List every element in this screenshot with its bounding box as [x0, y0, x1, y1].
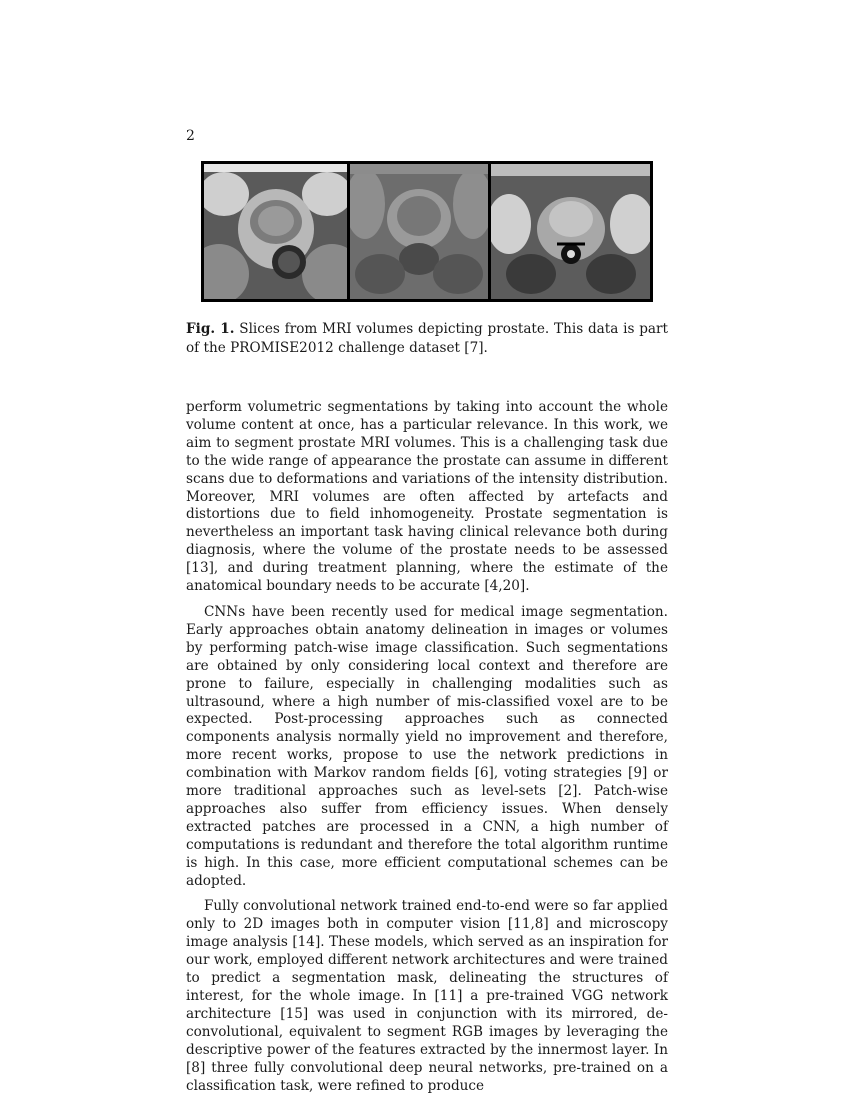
- figure-caption-text: Slices from MRI volumes depicting prostate. This data is part of the PROMISE2012 challenge dataset [7].: [186, 321, 668, 356]
- page-number: 2: [186, 128, 195, 144]
- mri-figure: [201, 161, 653, 302]
- figure-caption: [186, 320, 668, 358]
- mri-slice-3: [491, 164, 650, 299]
- paragraph-2: CNNs have been recently used for medical image segmentation. Early approaches obtain anatomy delineation in images or volumes by performing patch-wise image classification. Such segmentations are obtained by only considering local context and therefore are prone to failure, especially in challenging modalities such as ultrasound, where a high number of mis-classified voxel are to be expected. Post-processing approaches such as connected components analysis normally yield no improvement and therefore, more recent works, propose to use the network predictions in combination with Markov random fields [6], voting strategies [9] or more traditional approaches such as level-sets [2]. Patch-wise approaches also suffer from efficiency issues. When densely extracted patches are processed in a CNN, a high number of computations is redundant and therefore the total algorithm runtime is high. In this case, more efficient computational schemes can be adopted.: [186, 603, 668, 889]
- mri-slice-1: [204, 164, 347, 299]
- paragraph-3: Fully convolutional network trained end-to-end were so far applied only to 2D images both in computer vision [11,8] and microscopy image analysis [14]. These models, which served as an inspiration for our work, employed different network architectures and were trained to predict a segmentation mask, delineating the structures of interest, for the whole image. In [11] a pre-trained VGG network architecture [15] was used in conjunction with its mirrored, de-convolutional, equivalent to segment RGB images by leveraging the descriptive power of the features extracted by the innermost layer. In [8] three fully convolutional deep neural networks, pre-trained on a classification task, were refined to produce: [186, 898, 668, 1094]
- figure-label: Fig. 1.: [186, 321, 235, 337]
- mri-slice-2: [350, 164, 488, 299]
- paragraph-1: perform volumetric segmentations by taking into account the whole volume content at once, has a particular relevance. In this work, we aim to segment prostate MRI volumes. This is a challenging task due to the wide range of appearance the prostate can assume in different scans due to deformations and variations of the intensity distribution. Moreover, MRI volumes are often affected by artefacts and distortions due to field inhomogeneity. Prostate segmentation is nevertheless an important task having clinical relevance both during diagnosis, where the volume of the prostate needs to be assessed [13], and during treatment planning, where the estimate of the anatomical boundary needs to be accurate [4,20].: [186, 399, 668, 595]
- body-text: [186, 399, 668, 1103]
